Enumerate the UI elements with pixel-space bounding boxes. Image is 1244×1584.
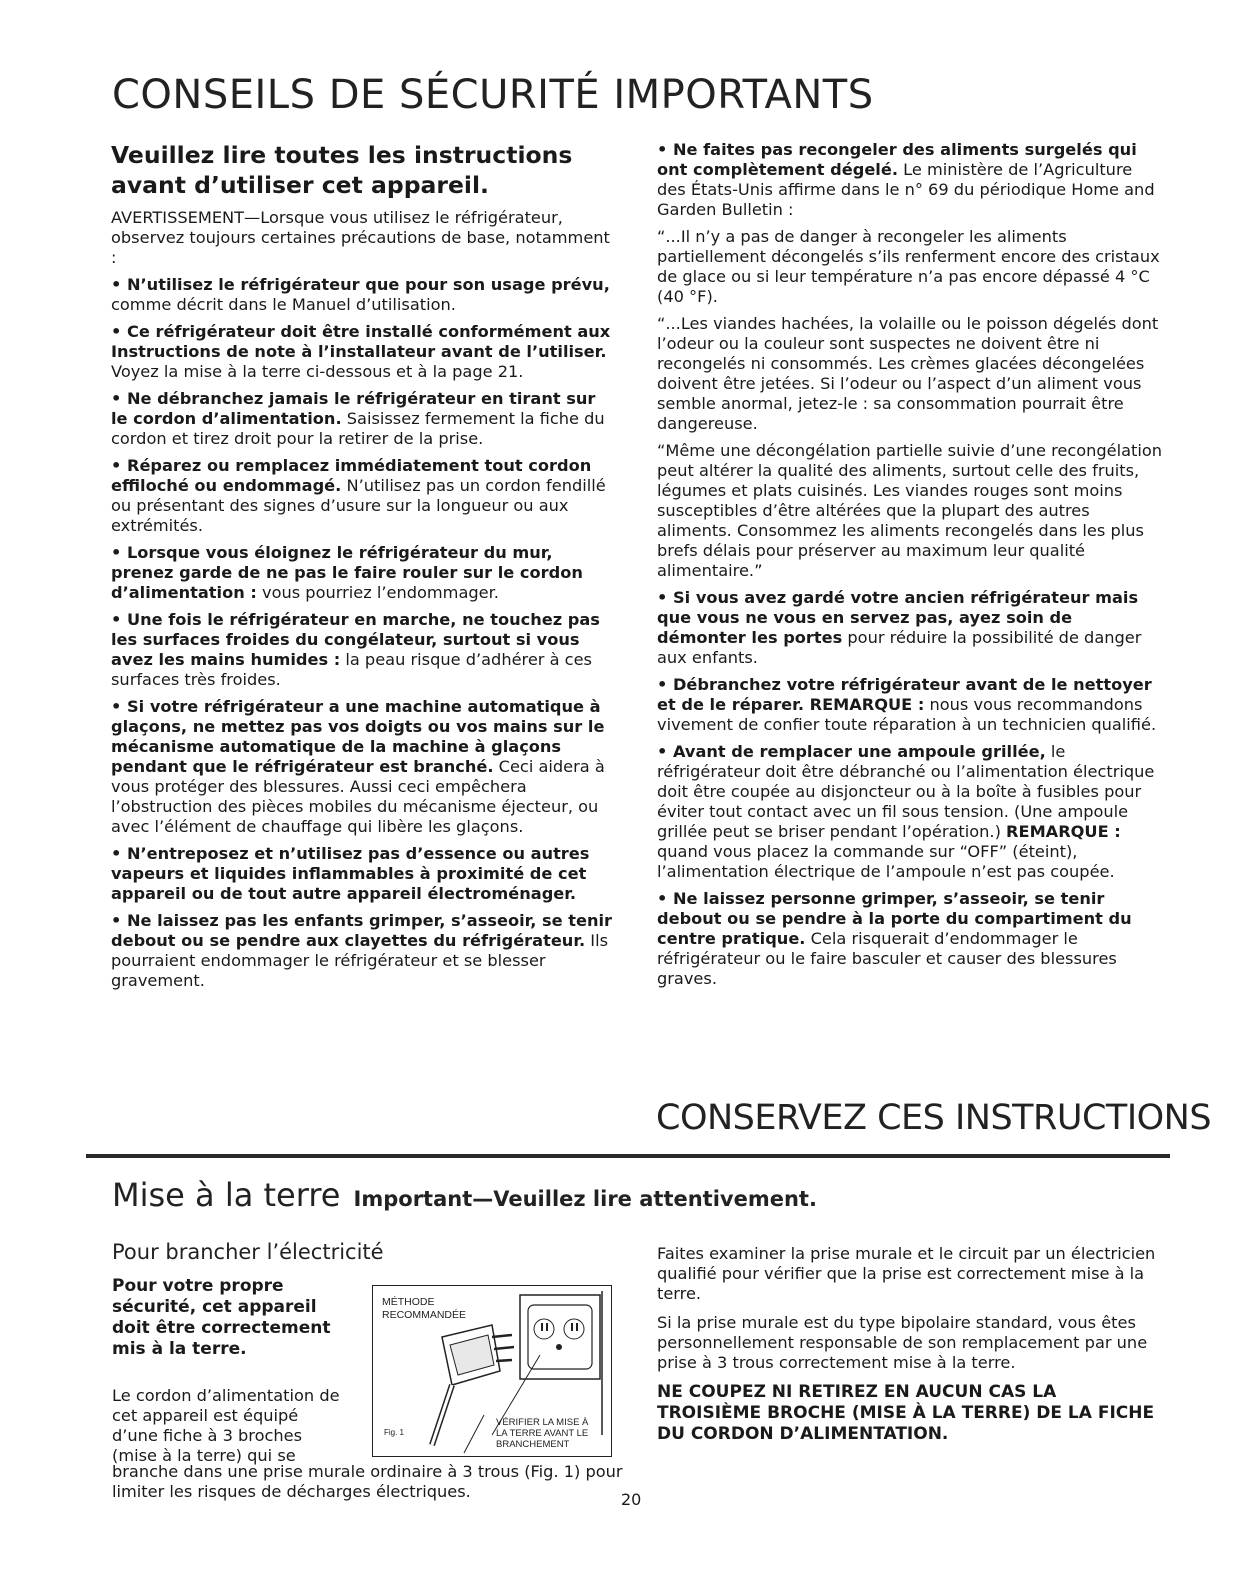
safety-item-bold: • Ne laissez personne grimper, s’asseoir, se tenir debout ou se pendre à la porte du compartiment du centre pratique. [657, 889, 1132, 948]
safety-item [111, 543, 616, 603]
safety-item-bold: • Ne laissez pas les enfants grimper, s’asseoir, se tenir debout ou se pendre aux clayettes du réfrigérateur. [111, 911, 613, 950]
refreeze-item [657, 140, 1164, 220]
safety-item-bold: • Débranchez votre réfrigérateur avant de le nettoyer et de le réparer. REMARQUE : [657, 675, 1152, 714]
page-title: CONSEILS DE SÉCURITÉ IMPORTANTS [112, 72, 874, 118]
safety-item [111, 697, 616, 837]
cord-text-part2: branche dans une prise murale ordinaire à 3 trous (Fig. 1) pour limiter les risques de décharges électriques. [112, 1462, 623, 1501]
safety-item-bold: • Si vous avez gardé votre ancien réfrigérateur mais que vous ne vous en servez pas, ayez soin de démonter les portes [657, 588, 1139, 647]
safety-item-text: Cela risquerait d’endommager le réfrigérateur ou le faire basculer et causer des blessures graves. [657, 929, 1117, 988]
warning-text: —Lorsque vous utilisez le réfrigérateur, observez toujours certaines précautions de base, notamment : [111, 208, 610, 267]
warning-paragraph [111, 208, 616, 268]
safety-item-bold: • Ce réfrigérateur doit être installé conformément aux Instructions de note à l’installateur avant de l’utiliser. [111, 322, 611, 361]
safety-item-text: N’utilisez pas un cordon fendillé ou présentant des signes d’usure sur la longueur ou aux extrémités. [111, 476, 606, 535]
safety-item-text: Ils pourraient endommager le réfrigérateur et se blesser gravement. [111, 931, 609, 990]
grounding-right-column [657, 1244, 1157, 1454]
safety-item-text: vous pourriez l’endommager. [256, 583, 499, 602]
figure-label-line1: MÉTHODE [382, 1296, 435, 1308]
page-number: 20 [621, 1490, 642, 1509]
safety-item-text: Voyez la mise à la terre ci-dessous et à la page 21. [111, 362, 524, 381]
safety-item-bold: • Lorsque vous éloignez le réfrigérateur du mur, prenez garde de ne pas le faire rouler sur le cordon d’alimentation : [111, 543, 583, 602]
safety-item [111, 389, 616, 449]
save-instructions-banner: CONSERVEZ CES INSTRUCTIONS [656, 1098, 1212, 1138]
safety-item [657, 889, 1164, 989]
outlet-replace-paragraph: Si la prise murale est du type bipolaire standard, vous êtes personnellement responsable de son remplacement par une prise à 3 trous correctement mise à la terre. [657, 1313, 1148, 1372]
safety-item [111, 322, 616, 382]
grounding-heading [112, 1176, 817, 1214]
figure-number: Fig. 1 [384, 1428, 405, 1437]
safety-item-text: Saisissez fermement la fiche du cordon et tirez droit pour la retirer de la prise. [111, 409, 605, 448]
safety-item [657, 588, 1164, 668]
safety-item [111, 911, 616, 991]
safety-item-bold: • Une fois le réfrigérateur en marche, ne touchez pas les surfaces froides du congélateur, surtout si vous avez les mains humides : [111, 610, 600, 669]
safety-item [111, 456, 616, 536]
safety-item [657, 675, 1164, 735]
safety-right-column [657, 140, 1164, 996]
figure-check-line2: LA TERRE AVANT LE [496, 1428, 589, 1439]
safety-item-bold: • Réparez ou remplacez immédiatement tout cordon effiloché ou endommagé. [111, 456, 592, 495]
section-divider [86, 1154, 1170, 1158]
grounding-figure [372, 1285, 612, 1457]
safety-item [111, 844, 616, 904]
third-prong-warning: NE COUPEZ NI RETIREZ EN AUCUN CAS LA TROISIÈME BROCHE (MISE À LA TERRE) DE LA FICHE DU CORDON D’ALIMENTATION. [657, 1382, 1155, 1444]
safety-item-text: le réfrigérateur doit être débranché ou l’alimentation électrique doit être coupée au disjoncteur ou à la boîte à fusibles pour éviter tout contact avec un fil sous tension. (Une ampoule grillée peut se briser pendant l’opération.) [657, 742, 1155, 841]
safety-left-column [111, 140, 616, 998]
outlet-check-paragraph: Faites examiner la prise murale et le circuit par un électricien qualifié pour vérifier que la prise est correctement mise à la terre. [657, 1244, 1156, 1303]
grounding-safety-note: Pour votre propre sécurité, cet appareil doit être correctement mis à la terre. [112, 1276, 331, 1359]
figure-check-line1: VÉRIFIER LA MISE À [496, 1417, 589, 1428]
safety-item-text: Le ministère de l’Agriculture des États-Unis affirme dans le n° 69 du périodique Home and Garden Bulletin : [657, 160, 1155, 219]
safety-item-text: la peau risque d’adhérer à ces surfaces très froides. [111, 650, 592, 689]
safety-item-text: comme décrit dans le Manuel d’utilisation. [111, 295, 456, 314]
quote-paragraph: “...Les viandes hachées, la volaille ou le poisson dégelés dont l’odeur ou la couleur sont suspectes ne doivent être ni recongelés ni consommés. Les crèmes glacées décongelées doivent être jetées. Si l’odeur ou l’aspect d’un aliment vous semble anormal, jetez-le : sa consommation pourrait être dangereuse. [657, 314, 1159, 433]
safety-item-bold: • Avant de remplacer une ampoule grillée, [657, 742, 1046, 761]
warning-label: AVERTISSEMENT [111, 208, 245, 227]
safety-item [111, 610, 616, 690]
grounding-title: Mise à la terre [112, 1176, 341, 1214]
cord-text-part1: Le cordon d’alimentation de cet appareil est équipé d’une fiche à 3 broches (mise à la terre) qui se [112, 1386, 340, 1465]
quote-paragraph: “...Il n’y a pas de danger à recongeler les aliments partiellement décongelés s’ils renferment encore des cristaux de glace ou si leur température n’a pas encore dépassé 4 °C (40 °F). [657, 227, 1160, 306]
quote-paragraph: “Même une décongélation partielle suivie d’une recongélation peut altérer la qualité des aliments, surtout celle des fruits, légumes et plats cuisinés. Les viandes rouges sont moins susceptibles d’être altérées que la plupart des autres aliments. Consommez les aliments recongelés dans les plus brefs délais pour préserver au maximum leur qualité alimentaire.” [657, 441, 1163, 580]
remark-label: REMARQUE : [1006, 822, 1121, 841]
figure-check-line3: BRANCHEMENT [496, 1439, 570, 1450]
safety-item-bold: • Ne faites pas recongeler des aliments surgelés qui ont complètement dégelé. [657, 140, 1137, 179]
safety-item-text: nous vous recommandons vivement de confier toute réparation à un technicien qualifié. [657, 695, 1157, 734]
safety-item-bold: • N’entreposez et n’utilisez pas d’essence ou autres vapeurs et liquides inflammables à proximité de cet appareil ou de tout autre appareil électroménager. [111, 844, 590, 903]
safety-item-bold: • Ne débranchez jamais le réfrigérateur en tirant sur le cordon d’alimentation. [111, 389, 596, 428]
safety-subheading: Veuillez lire toutes les instructions avant d’utiliser cet appareil. [111, 141, 573, 199]
safety-item-bold: • Si votre réfrigérateur a une machine automatique à glaçons, ne mettez pas vos doigts ou vos mains sur le mécanisme automatique de la machine à glaçons pendant que le réfrigérateur est branché. [111, 697, 605, 776]
grounding-subheading: Pour brancher l’électricité [112, 1240, 384, 1264]
safety-item-text: Ceci aidera à vous protéger des blessures. Aussi ceci empêchera l’obstruction des pièces mobiles du mécanisme éjecteur, ou avec l’élément de chauffage qui libère les glaçons. [111, 757, 605, 836]
safety-item [111, 275, 616, 315]
safety-item-bold: • N’utilisez le réfrigérateur que pour son usage prévu, [111, 275, 610, 294]
safety-item-text: quand vous placez la commande sur “OFF” (éteint), l’alimentation électrique de l’ampoule n’est pas coupée. [657, 842, 1115, 881]
grounding-title-note: Important—Veuillez lire attentivement. [353, 1187, 817, 1211]
safety-item-text: pour réduire la possibilité de danger aux enfants. [657, 628, 1142, 667]
safety-item [657, 742, 1164, 882]
figure-label-line2: RECOMMANDÉE [382, 1309, 467, 1321]
